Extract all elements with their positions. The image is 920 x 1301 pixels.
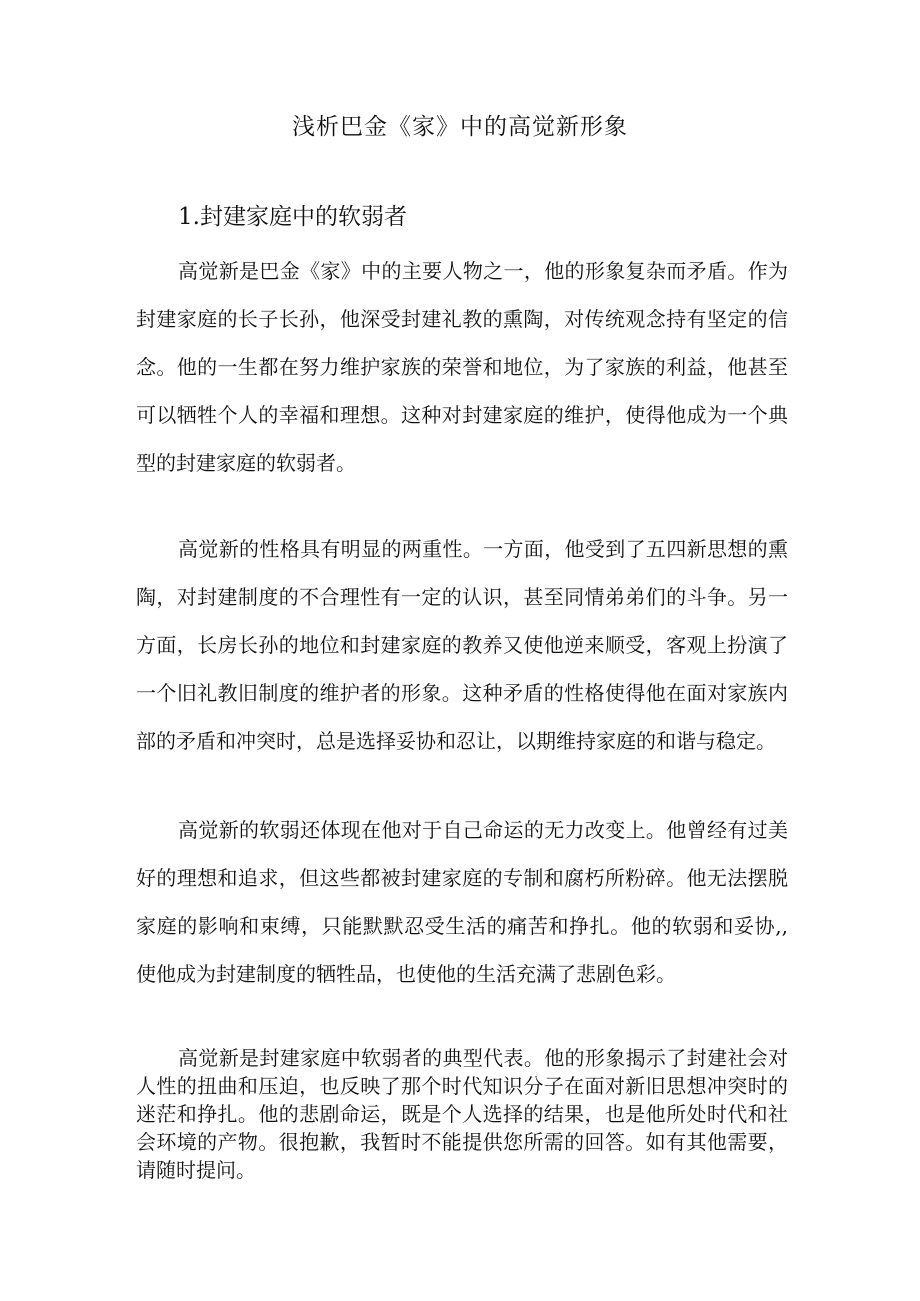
paragraph-2: 高觉新的性格具有明显的两重性。一方面，他受到了五四新思想的熏陶，对封建制度的不合理性有一定的认识，甚至同情弟弟们的斗争。另一方面，长房长孙的地位和封建家庭的教养又使他逆来顺受，客观上扮演了一个旧礼教旧制度的维护者的形象。这种矛盾的性格使得他在面对家族内部的矛盾和冲突时，总是选择妥协和忍让，以期维持家庭的和谐与稳定。: [136, 537, 788, 753]
paragraph-4: 高觉新是封建家庭中软弱者的典型代表。他的形象揭示了封建社会对人性的扭曲和压迫，也反映了那个时代知识分子在面对新旧思想冲突时的迷茫和挣扎。他的悲剧命运，既是个人选择的结果，也是他所处时代和社会环境的产物。很抱歉，我暂时不能提供您所需的回答。如有其他需要，请随时提问。: [136, 1046, 788, 1182]
section-heading: 1.封建家庭中的软弱者: [178, 204, 407, 230]
paragraph-1: 高觉新是巴金《家》中的主要人物之一，他的形象复杂而矛盾。作为封建家庭的长子长孙，他深受封建礼教的熏陶，对传统观念持有坚定的信念。他的一生都在努力维护家族的荣誉和地位，为了家族的利益，他甚至可以牺牲个人的幸福和理想。这种对封建家庭的维护，使得他成为一个典型的封建家庭的软弱者。: [136, 259, 788, 475]
page-title: 浅析巴金《家》中的高觉新形象: [292, 114, 628, 140]
paragraph-3: 高觉新的软弱还体现在他对于自己命运的无力改变上。他曾经有过美好的理想和追求，但这些都被封建家庭的专制和腐朽所粉碎。他无法摆脱家庭的影响和束缚，只能默默忍受生活的痛苦和挣扎。他的软弱和妥协,,使他成为封建制度的牺牲品，也使他的生活充满了悲剧色彩。: [136, 818, 788, 986]
